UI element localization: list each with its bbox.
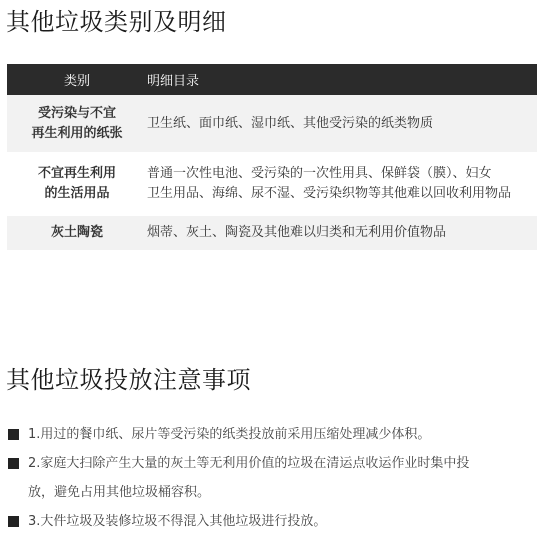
table-row: [7, 95, 537, 152]
details-line: 普通一次性电池、受污染的一次性用具、保鲜袋（膜）、妇女: [147, 166, 492, 181]
square-bullet-icon: [8, 458, 19, 469]
column-header-details: 明细目录: [147, 64, 537, 95]
category-line: 灰土陶瓷: [50, 225, 103, 240]
details-line: 卫生用品、海绵、尿不湿、受污染织物等其他难以回收利用物品: [147, 186, 512, 201]
table-row: [7, 216, 537, 250]
category-table: [7, 64, 537, 250]
category-cell: [7, 95, 147, 152]
list-item: [8, 449, 540, 507]
table-header-row: [7, 64, 537, 95]
square-bullet-icon: [8, 429, 19, 440]
section-title-categories: 其他垃圾类别及明细: [6, 8, 227, 36]
section-title-notes: 其他垃圾投放注意事项: [6, 366, 251, 394]
details-cell: [147, 155, 537, 213]
notes-list: [8, 420, 540, 536]
note-line: 2.家庭大扫除产生大量的灰土等无利用价值的垃圾在清运点收运作业时集中投: [28, 456, 470, 471]
note-line: 放，避免占用其他垃圾桶容积。: [28, 485, 211, 500]
details-line: 烟蒂、灰土、陶瓷及其他难以归类和无利用价值物品: [147, 225, 447, 240]
column-header-category: 类别: [7, 64, 147, 95]
table-row: [7, 155, 537, 213]
note-line: 1.用过的餐巾纸、尿片等受污染的纸类投放前采用压缩处理减少体积。: [28, 427, 431, 442]
category-cell: [7, 216, 147, 250]
list-item: [8, 507, 540, 536]
square-bullet-icon: [8, 516, 19, 527]
list-item: [8, 420, 540, 449]
details-cell: [147, 95, 537, 152]
category-line: 受污染与不宜: [37, 105, 116, 121]
category-cell: [7, 155, 147, 213]
category-line: 的生活用品: [44, 186, 110, 201]
category-line: 再生利用的纸张: [31, 125, 123, 141]
note-line: 3.大件垃圾及装修垃圾不得混入其他垃圾进行投放。: [28, 514, 327, 529]
details-line: 卫生纸、面巾纸、湿巾纸、其他受污染的纸类物质: [147, 115, 434, 131]
details-cell: [147, 216, 537, 250]
category-line: 不宜再生利用: [37, 166, 116, 181]
